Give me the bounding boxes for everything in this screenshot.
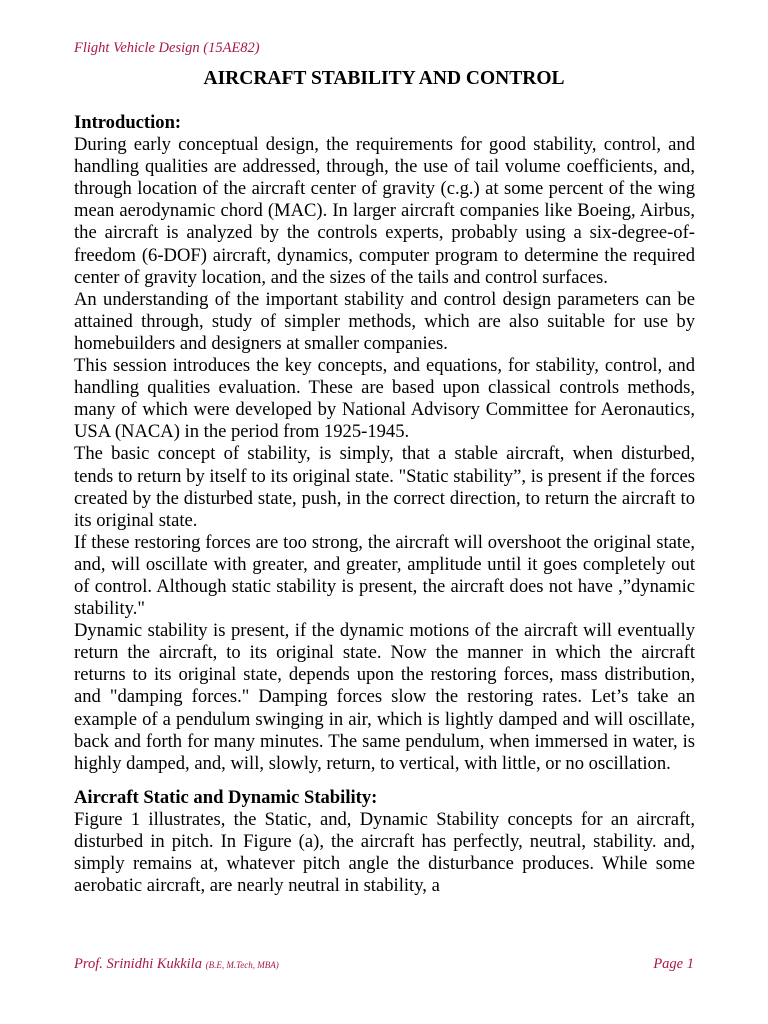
paragraph-4: The basic concept of stability, is simply, that a stable aircraft, when disturbed, tends to return by itself to its original state. "Static stability”, is present if the forces created by the disturbed state, push, in the correct direction, to return the aircraft to its original state. xyxy=(74,443,695,531)
body-text xyxy=(74,112,695,897)
paragraph-7: Figure 1 illustrates, the Static, and, Dynamic Stability concepts for an aircraft, disturbed in pitch. In Figure (a), the aircraft has perfectly, neutral, stability. and, simply remains at, whatever pitch angle the disturbance produces. While some aerobatic aircraft, are nearly neutral in stability, a xyxy=(74,808,695,897)
footer-author xyxy=(74,956,279,973)
author-name: Prof. Srinidhi Kukkila xyxy=(74,956,202,972)
paragraph-1: During early conceptual design, the requirements for good stability, control, and handling qualities are addressed, through, the use of tail volume coefficients, and, through location of the aircraft center of gravity (c.g.) at some percent of the wing mean aerodynamic chord (MAC). In larger aircraft companies like Boeing, Airbus, the aircraft is analyzed by the controls experts, probably using a six-degree-of-freedom (6-DOF) aircraft, dynamics, computer program to determine the required center of gravity location, and the sizes of the tails and control surfaces. xyxy=(74,134,695,288)
paragraph-5: If these restoring forces are too strong, the aircraft will overshoot the original state, and, will oscillate with greater, and greater, amplitude until it goes completely out of control. Although static stability is present, the aircraft does not have ,”dynamic stability." xyxy=(74,531,695,620)
paragraph-6: Dynamic stability is present, if the dynamic motions of the aircraft will eventually return the aircraft, to its original state. Now the manner in which the aircraft returns to its original state, depends upon the restoring forces, mass distribution, and "damping forces." Damping forces slow the restoring rates. Let’s take an example of a pendulum swinging in air, which is lightly damped and will oscillate, back and forth for many minutes. The same pendulum, when immersed in water, is highly damped, and, will, slowly, return, to vertical, with little, or no oscillation. xyxy=(74,620,695,774)
paragraph-2: An understanding of the important stability and control design parameters can be attained through, study of simpler methods, which are also suitable for use by homebuilders and designers at smaller companies. xyxy=(74,288,695,354)
author-credentials: (B.E, M.Tech, MBA) xyxy=(205,960,279,970)
paragraph-3: This session introduces the key concepts, and equations, for stability, control, and handling qualities evaluation. These are based upon classical controls methods, many of which were developed by National Advisory Committee for Aeronautics, USA (NACA) in the period from 1925-1945. xyxy=(74,355,695,443)
page-number: Page 1 xyxy=(653,956,694,972)
introduction-heading: Introduction: xyxy=(74,112,182,133)
page-title: AIRCRAFT STABILITY AND CONTROL xyxy=(203,68,565,89)
course-header: Flight Vehicle Design (15AE82) xyxy=(74,40,260,56)
stability-heading: Aircraft Static and Dynamic Stability: xyxy=(74,786,378,808)
